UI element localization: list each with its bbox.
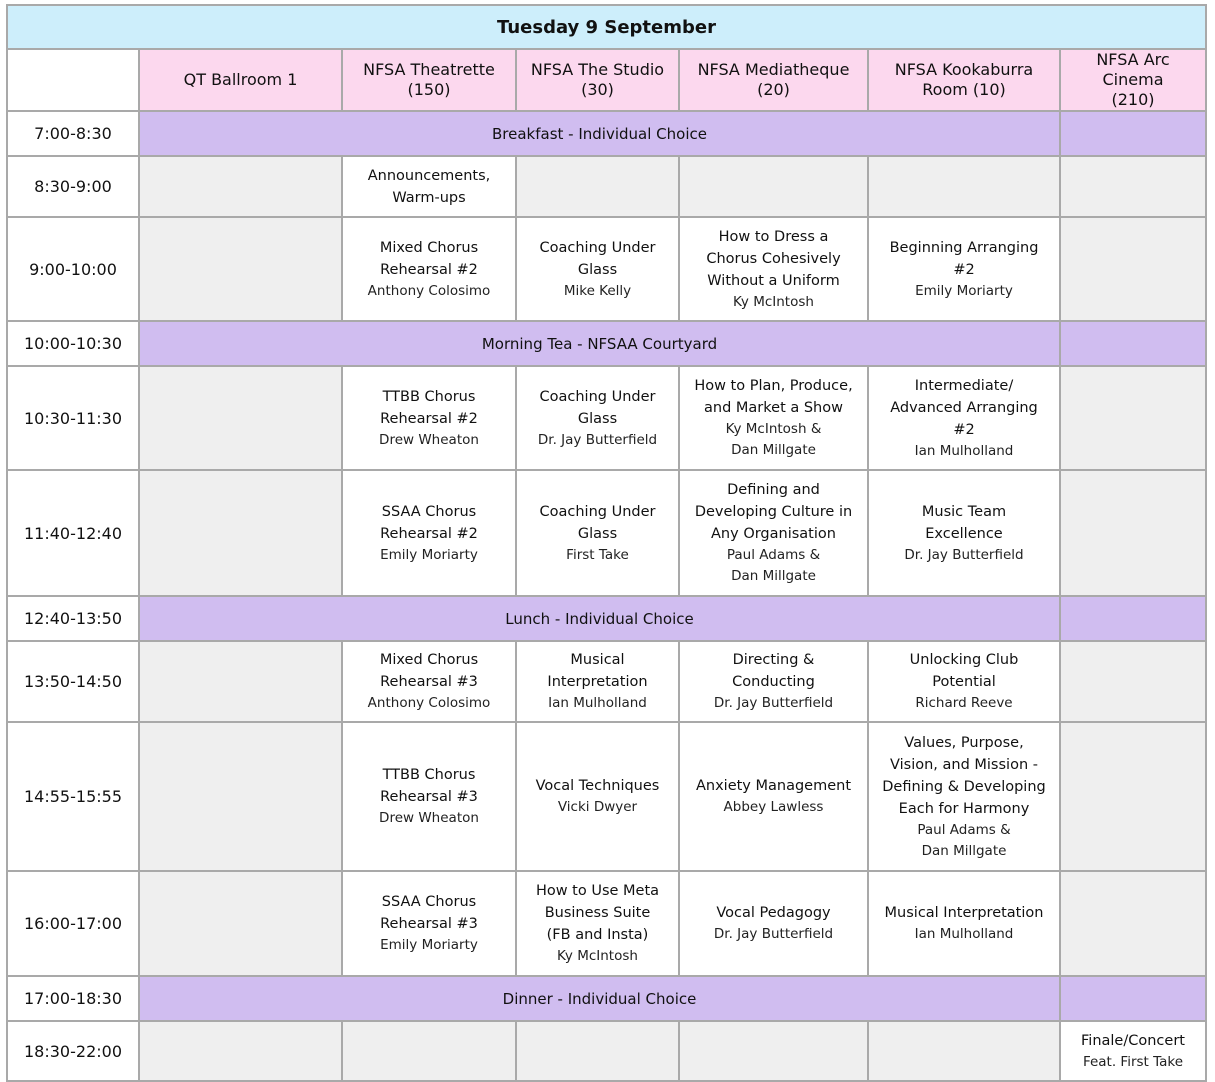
session-presenter: Anthony Colosimo: [367, 282, 491, 299]
session-title: Defining and Developing Culture in Any Organisation: [694, 482, 853, 542]
session-title: Mixed Chorus Rehearsal #3: [379, 652, 479, 690]
session-presenter: Abbey Lawless: [723, 799, 824, 815]
time-cell: 18:30-22:00: [7, 1021, 139, 1081]
time-slot-row: [7, 470, 1206, 596]
time-cell: 9:00-10:00: [7, 217, 139, 321]
session-title: Vocal Pedagogy: [716, 905, 831, 921]
session-title: TTBB Chorus Rehearsal #3: [380, 767, 478, 805]
empty-cell: [1060, 366, 1206, 470]
time-cell: 7:00-8:30: [7, 111, 139, 156]
session-cell: [868, 217, 1060, 321]
session-cell: [679, 641, 868, 722]
time-slot-row: [7, 596, 1206, 641]
session-title: SSAA Chorus Rehearsal #3: [380, 894, 478, 932]
break-cell: Morning Tea - NFSAA Courtyard: [139, 321, 1060, 366]
empty-cell: [516, 156, 679, 217]
time-slot-row: [7, 111, 1206, 156]
session-cell: [868, 366, 1060, 470]
session-presenter: First Take: [566, 546, 629, 563]
session-title: Coaching Under Glass: [539, 503, 656, 542]
time-cell: 16:00-17:00: [7, 871, 139, 976]
empty-cell: [679, 156, 868, 217]
time-slot-row: [7, 156, 1206, 217]
session-presenter: Mike Kelly: [563, 282, 632, 299]
session-presenter: Dr. Jay Butterfield: [537, 431, 658, 448]
room-header: NFSA Arc Cinema (210): [1060, 49, 1206, 111]
time-cell: 10:30-11:30: [7, 366, 139, 470]
session-title: Announcements, Warm-ups: [367, 167, 491, 206]
session-title: Coaching Under Glass: [539, 239, 656, 278]
room-header-row: [7, 49, 1206, 111]
session-presenter: Ian Mulholland: [548, 695, 647, 711]
empty-cell: [1060, 217, 1206, 321]
time-slot-row: [7, 641, 1206, 722]
break-cell: Breakfast - Individual Choice: [139, 111, 1060, 156]
room-header: NFSA Theatrette (150): [342, 49, 516, 111]
room-header: NFSA Kookaburra Room (10): [868, 49, 1060, 111]
time-cell: 10:00-10:30: [7, 321, 139, 366]
time-cell: 14:55-15:55: [7, 722, 139, 871]
session-cell: [868, 470, 1060, 596]
session-presenter: Emily Moriarty: [380, 937, 478, 953]
room-header: NFSA Mediatheque (20): [679, 49, 868, 111]
session-title: How to Plan, Produce, and Market a Show: [694, 378, 853, 416]
session-presenter: Drew Wheaton: [379, 810, 479, 826]
session-cell: [516, 470, 679, 596]
session-title: Musical Interpretation: [547, 652, 648, 690]
session-title: Music Team Excellence: [921, 503, 1007, 542]
session-presenter: Feat. First Take: [1082, 1053, 1184, 1070]
session-title: Musical Interpretation: [884, 905, 1044, 921]
day-header-row: [7, 5, 1206, 49]
empty-cell: [1060, 871, 1206, 976]
session-cell: [342, 156, 516, 217]
session-cell: [342, 871, 516, 976]
time-slot-row: [7, 976, 1206, 1021]
empty-cell: [139, 366, 342, 470]
session-title: Mixed Chorus Rehearsal #2: [379, 239, 479, 278]
room-header: QT Ballroom 1: [139, 49, 342, 111]
empty-cell: [1060, 156, 1206, 217]
time-slot-row: [7, 1021, 1206, 1081]
time-slot-row: [7, 871, 1206, 976]
session-title: How to Dress a Chorus Cohesively Without a Uniform: [706, 228, 841, 289]
empty-cell: [868, 156, 1060, 217]
session-cell: [342, 722, 516, 871]
session-cell: [679, 871, 868, 976]
session-cell: [679, 722, 868, 871]
empty-cell: [139, 470, 342, 596]
session-cell: [868, 722, 1060, 871]
empty-cell: [139, 156, 342, 217]
session-title: Unlocking Club Potential: [909, 652, 1019, 690]
time-slot-row: [7, 321, 1206, 366]
session-cell: [342, 217, 516, 321]
break-cell-end: [1060, 321, 1206, 366]
session-cell: [342, 641, 516, 722]
day-title: Tuesday 9 September: [7, 5, 1206, 49]
session-presenter: Ky McIntosh: [733, 293, 814, 310]
time-cell: 8:30-9:00: [7, 156, 139, 217]
schedule-table: [6, 4, 1207, 1082]
time-cell: 12:40-13:50: [7, 596, 139, 641]
session-presenter: Paul Adams & Dan Millgate: [917, 821, 1011, 859]
session-presenter: Ky McIntosh: [557, 948, 638, 964]
session-cell: [679, 366, 868, 470]
empty-cell: [139, 722, 342, 871]
empty-cell: [139, 641, 342, 722]
empty-cell: [1060, 470, 1206, 596]
break-cell: Lunch - Individual Choice: [139, 596, 1060, 641]
session-presenter: Paul Adams & Dan Millgate: [726, 547, 821, 584]
session-cell: [342, 366, 516, 470]
time-cell: 13:50-14:50: [7, 641, 139, 722]
session-presenter: Dr. Jay Butterfield: [904, 546, 1024, 563]
empty-cell: [139, 217, 342, 321]
session-cell: [516, 871, 679, 976]
time-slot-row: [7, 366, 1206, 470]
empty-cell: [139, 871, 342, 976]
session-title: Anxiety Management: [695, 778, 852, 794]
session-presenter: Emily Moriarty: [915, 282, 1013, 299]
time-slot-row: [7, 217, 1206, 321]
session-title: Values, Purpose, Vision, and Mission - Defining & Developing Each for Harmony: [882, 734, 1046, 817]
session-presenter: Ky McIntosh & Dan Millgate: [725, 421, 822, 458]
break-cell-end: [1060, 596, 1206, 641]
session-presenter: Dr. Jay Butterfield: [713, 926, 834, 942]
empty-cell: [868, 1021, 1060, 1081]
session-cell: [342, 470, 516, 596]
session-cell: [516, 217, 679, 321]
time-cell: 17:00-18:30: [7, 976, 139, 1021]
session-cell: [868, 871, 1060, 976]
session-presenter: Emily Moriarty: [380, 546, 478, 563]
session-title: Vocal Techniques: [535, 778, 660, 794]
session-title: TTBB Chorus Rehearsal #2: [380, 388, 478, 427]
session-presenter: Ian Mulholland: [914, 926, 1014, 942]
session-title: Intermediate/ Advanced Arranging #2: [890, 377, 1038, 438]
session-title: Finale/Concert: [1081, 1032, 1185, 1049]
session-presenter: Dr. Jay Butterfield: [713, 695, 834, 711]
session-cell: [679, 217, 868, 321]
session-title: Coaching Under Glass: [539, 388, 656, 427]
empty-cell: [139, 1021, 342, 1081]
break-cell-end: [1060, 976, 1206, 1021]
break-cell: Dinner - Individual Choice: [139, 976, 1060, 1021]
session-title: Beginning Arranging #2: [889, 239, 1039, 278]
session-cell: [516, 366, 679, 470]
session-presenter: Anthony Colosimo: [367, 695, 491, 711]
session-cell: [868, 641, 1060, 722]
session-title: Directing & Conducting: [732, 652, 815, 690]
break-cell-end: [1060, 111, 1206, 156]
session-cell: [679, 470, 868, 596]
session-presenter: Vicki Dwyer: [557, 799, 638, 815]
empty-cell: [1060, 722, 1206, 871]
time-slot-row: [7, 722, 1206, 871]
time-cell: 11:40-12:40: [7, 470, 139, 596]
session-presenter: Richard Reeve: [915, 695, 1013, 711]
empty-cell: [342, 1021, 516, 1081]
empty-cell: [516, 1021, 679, 1081]
empty-cell: [1060, 641, 1206, 722]
session-title: SSAA Chorus Rehearsal #2: [380, 503, 478, 542]
session-title: How to Use Meta Business Suite (FB and Insta): [535, 883, 660, 943]
session-cell: [1060, 1021, 1206, 1081]
corner-cell: [7, 49, 139, 111]
session-cell: [516, 722, 679, 871]
room-header: NFSA The Studio (30): [516, 49, 679, 111]
session-presenter: Ian Mulholland: [914, 442, 1014, 459]
session-presenter: Drew Wheaton: [379, 431, 479, 448]
session-cell: [516, 641, 679, 722]
empty-cell: [679, 1021, 868, 1081]
